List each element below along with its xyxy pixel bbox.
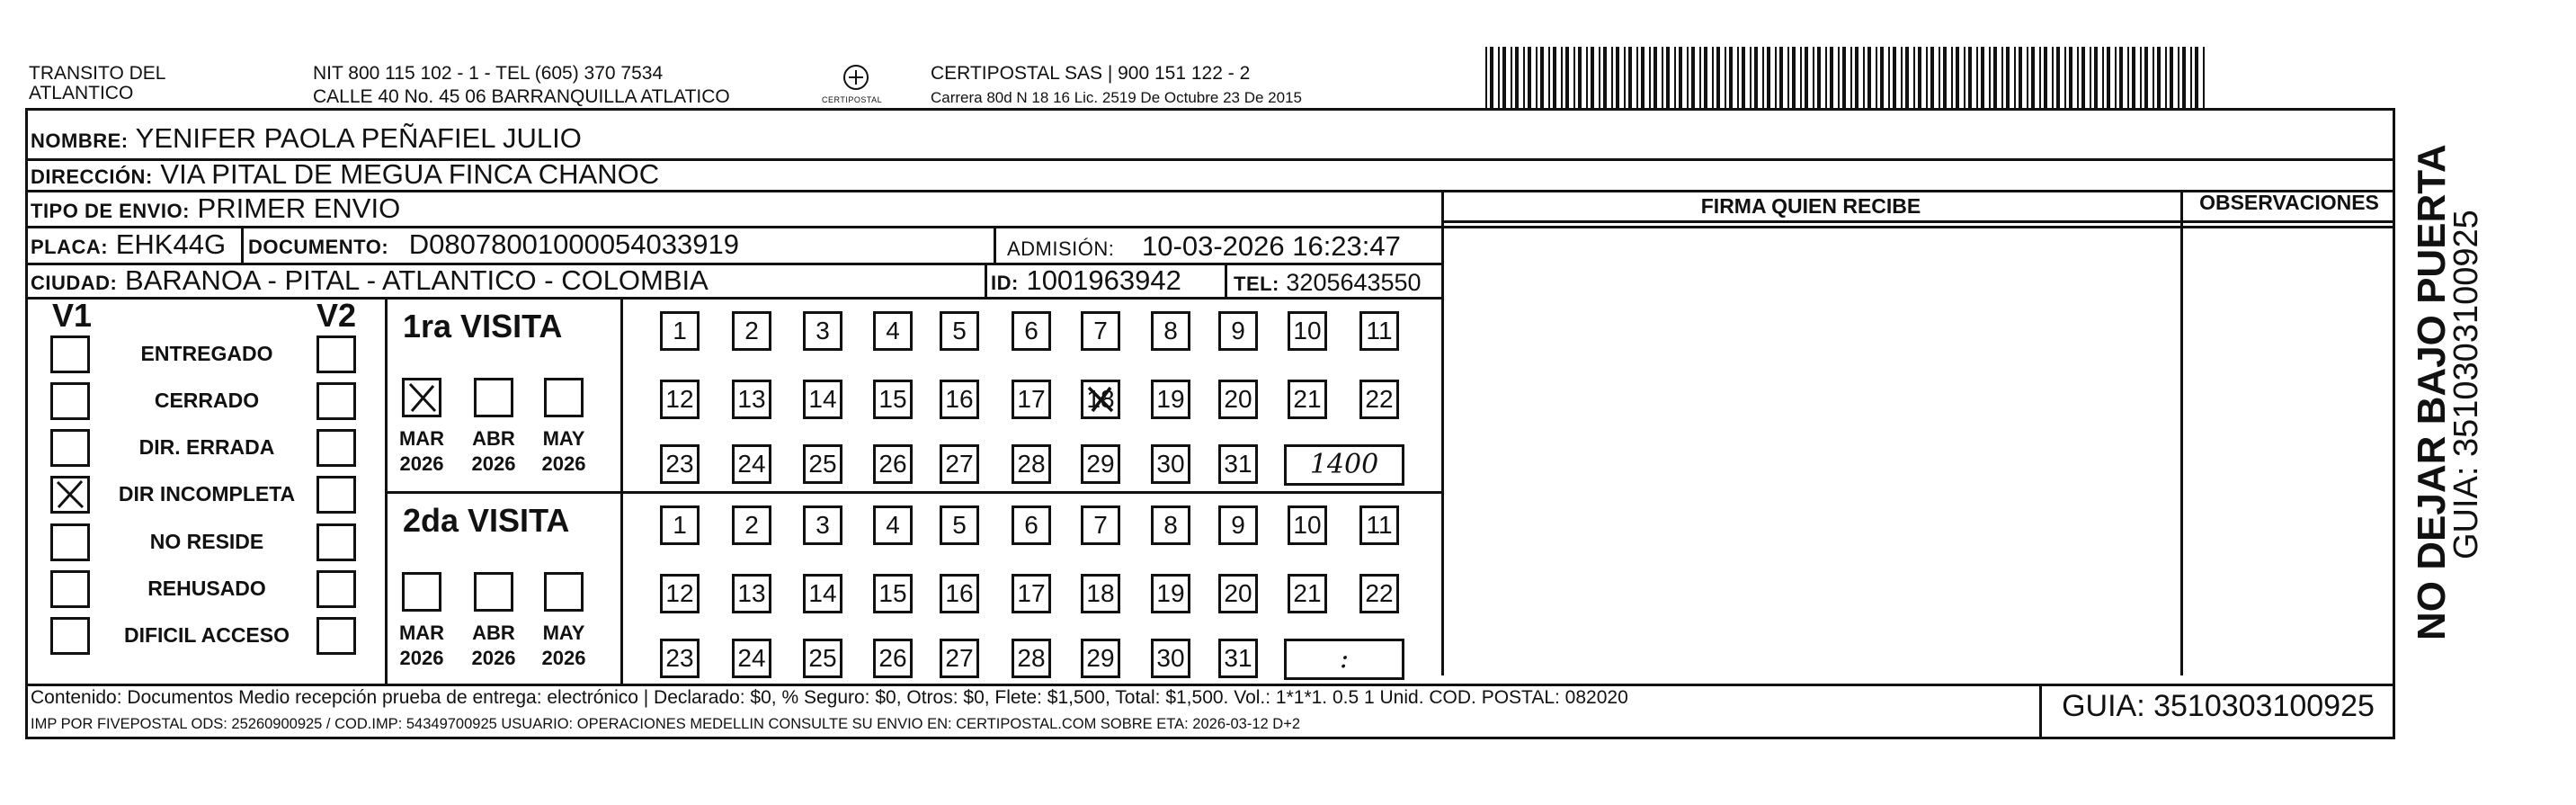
day-box[interactable]: [940, 444, 979, 484]
v1-header: V1: [52, 297, 93, 334]
day-number: 29: [1086, 450, 1115, 478]
day-box[interactable]: [1288, 505, 1327, 545]
id-value: 1001963942: [1026, 264, 1181, 296]
day-box[interactable]: [732, 380, 771, 419]
day-box[interactable]: [1359, 311, 1399, 351]
month-label: MAY: [542, 622, 585, 644]
day-number: 6: [1024, 317, 1038, 344]
org-name-line2: ATLANTICO: [29, 83, 134, 103]
day-box[interactable]: [1218, 311, 1258, 351]
day-box[interactable]: [940, 639, 979, 678]
year-label: 2026: [471, 647, 516, 669]
day-box[interactable]: [732, 505, 771, 545]
day-box[interactable]: [1151, 574, 1190, 613]
ciudad-field: [31, 264, 709, 300]
day-box[interactable]: [1288, 574, 1327, 613]
day-number: 9: [1231, 511, 1245, 539]
v2-checkbox[interactable]: [316, 382, 356, 420]
status-label: DIR INCOMPLETA: [118, 482, 296, 505]
day-box[interactable]: [1012, 574, 1051, 613]
day-box[interactable]: [873, 505, 913, 545]
day-box[interactable]: [1012, 505, 1051, 545]
address-label: DIRECCIÓN:: [31, 165, 153, 188]
day-box[interactable]: [1012, 444, 1051, 484]
admision-value: 10-03-2026 16:23:47: [1142, 230, 1401, 262]
admision-field: [1007, 230, 1401, 265]
day-box[interactable]: [1218, 380, 1258, 419]
day-number: 20: [1224, 579, 1252, 607]
day-number: 12: [665, 385, 694, 413]
day-box[interactable]: [1218, 574, 1258, 613]
documento-field: [248, 228, 739, 264]
day-box[interactable]: [873, 444, 913, 484]
name-field: [31, 122, 582, 157]
day-box[interactable]: [660, 505, 700, 545]
tel-value: 3205643550: [1286, 269, 1422, 296]
day-number: 23: [665, 644, 694, 672]
day-number: 21: [1293, 385, 1322, 413]
day-number: 27: [945, 450, 974, 478]
day-number: 11: [1366, 317, 1393, 344]
day-number: 28: [1017, 450, 1046, 478]
day-box[interactable]: [873, 574, 913, 613]
month-label: MAY: [542, 427, 585, 450]
day-box[interactable]: [940, 311, 979, 351]
day-number: 16: [945, 385, 974, 413]
day-number: 20: [1224, 385, 1252, 413]
day-number: 15: [878, 579, 907, 607]
day-number: 5: [952, 511, 967, 539]
day-box[interactable]: [803, 444, 842, 484]
day-number: 15: [878, 385, 907, 413]
placa-label: PLACA:: [31, 236, 109, 258]
checked-x-icon: [53, 479, 87, 511]
year-label: 2026: [541, 647, 586, 669]
day-number: 14: [808, 385, 837, 413]
nit-line: NIT 800 115 102 - 1 - TEL (605) 370 7534: [313, 63, 664, 84]
day-number: 19: [1156, 579, 1185, 607]
day-number: 4: [886, 511, 900, 539]
org-name-line1: TRANSITO DEL: [29, 63, 166, 84]
side-guia: GUIA: 3510303100925: [2447, 210, 2485, 559]
footer-contenido: Contenido: Documentos Medio recepción prueba de entrega: electrónico | Declarado: $0, % Seguro: $0, Otros: $0, Flete: $1,500, Total: $1,500. Vol.: 1*1*1. 0.5 1 Unid. COD. POSTAL: 082020: [31, 687, 1628, 708]
day-number: 9: [1231, 317, 1245, 344]
courier-line: CERTIPOSTAL SAS | 900 151 122 - 2: [931, 63, 1251, 84]
status-label: ENTREGADO: [140, 342, 273, 365]
day-box[interactable]: [1218, 444, 1258, 484]
observations-area[interactable]: [2185, 223, 2393, 682]
month-checkbox[interactable]: [402, 572, 441, 612]
observaciones-header: OBSERVACIONES: [2199, 191, 2379, 214]
footer-imp-line: IMP POR FIVEPOSTAL ODS: 25260900925 / COD.IMP: 54349700925 USUARIO: OPERACIONES MEDELLIN CONSULTE SU ENVIO EN: CERTIPOSTAL.COM SOBRE ETA: 2026-03-12 D+2: [31, 716, 1301, 732]
day-box[interactable]: [1151, 505, 1190, 545]
address-field: [31, 158, 659, 193]
day-number: 2: [744, 511, 759, 539]
day-box[interactable]: [1081, 444, 1120, 484]
day-number: 30: [1156, 644, 1185, 672]
v1-checkbox[interactable]: [50, 429, 90, 467]
day-number: 11: [1366, 511, 1393, 539]
day-box[interactable]: [1218, 639, 1258, 678]
day-box[interactable]: [1151, 380, 1190, 419]
day-box[interactable]: [803, 311, 842, 351]
day-number: 7: [1093, 317, 1108, 344]
status-label: DIFICIL ACCESO: [123, 623, 290, 647]
certipostal-logo: [820, 59, 892, 113]
day-number: 18: [1086, 385, 1115, 413]
tipo-label: TIPO DE ENVIO:: [31, 200, 190, 222]
day-number: 27: [945, 644, 974, 672]
day-number: 8: [1163, 511, 1178, 539]
name-label: NOMBRE:: [31, 130, 129, 152]
day-box[interactable]: [1288, 311, 1327, 351]
day-number: 23: [665, 450, 694, 478]
day-box[interactable]: [940, 505, 979, 545]
day-number: 31: [1224, 644, 1252, 672]
day-number: 28: [1017, 644, 1046, 672]
documento-value: D08078001000054033919: [408, 228, 739, 260]
day-number: 22: [1365, 385, 1394, 413]
v2-header: V2: [316, 297, 357, 334]
day-number: 12: [665, 579, 694, 607]
day-box[interactable]: [660, 444, 700, 484]
status-label: DIR. ERRADA: [138, 435, 275, 459]
day-box[interactable]: [940, 574, 979, 613]
day-box[interactable]: [1012, 311, 1051, 351]
recipient-name: YENIFER PAOLA PEÑAFIEL JULIO: [135, 122, 582, 154]
day-box[interactable]: [1218, 505, 1258, 545]
documento-label: DOCUMENTO:: [248, 236, 389, 258]
day-number: 24: [737, 644, 766, 672]
month-label: ABR: [472, 427, 515, 450]
day-box[interactable]: [660, 380, 700, 419]
day-box[interactable]: [660, 639, 700, 678]
status-label: REHUSADO: [147, 577, 266, 600]
v1-checkbox[interactable]: [50, 617, 90, 655]
year-label: 2026: [399, 647, 444, 669]
day-box[interactable]: [1151, 444, 1190, 484]
v1-checkbox[interactable]: [50, 382, 90, 420]
day-box[interactable]: [803, 505, 842, 545]
v2-checkbox[interactable]: [316, 429, 356, 467]
tipo-field: [31, 192, 400, 228]
visit-title: 2da VISITA: [403, 502, 570, 539]
v2-checkbox[interactable]: [316, 523, 356, 561]
footer-guia: GUIA: 3510303100925: [2062, 689, 2375, 723]
month-checkbox[interactable]: [544, 572, 584, 612]
day-number: 31: [1224, 450, 1252, 478]
ciudad-label: CIUDAD:: [31, 272, 118, 294]
day-box[interactable]: [803, 639, 842, 678]
logo-icon: [820, 59, 892, 113]
day-number: 13: [737, 385, 766, 413]
month-label: ABR: [472, 622, 515, 644]
visit-title: 1ra VISITA: [403, 308, 563, 344]
day-number: 5: [952, 317, 967, 344]
day-box[interactable]: [1081, 574, 1120, 613]
day-number: 13: [737, 579, 766, 607]
day-box[interactable]: [1012, 380, 1051, 419]
day-number: 4: [886, 317, 900, 344]
time-box[interactable]: :: [1284, 639, 1404, 680]
day-number: 26: [878, 644, 907, 672]
tipo-value: PRIMER ENVIO: [197, 192, 401, 224]
day-number: 30: [1156, 450, 1185, 478]
day-number: 1: [673, 317, 687, 344]
day-number: 17: [1017, 385, 1046, 413]
org-address-line: CALLE 40 No. 45 06 BARRANQUILLA ATLATICO: [313, 86, 730, 107]
day-box[interactable]: [1151, 311, 1190, 351]
day-number: 19: [1156, 385, 1185, 413]
day-box[interactable]: [803, 380, 842, 419]
day-number: 7: [1093, 511, 1108, 539]
day-number: 26: [878, 450, 907, 478]
day-box[interactable]: [732, 444, 771, 484]
day-number: 29: [1086, 644, 1115, 672]
v1-checkbox[interactable]: [50, 476, 90, 514]
day-box[interactable]: [1081, 639, 1120, 678]
month-checkbox[interactable]: [474, 378, 513, 417]
day-box[interactable]: [732, 311, 771, 351]
v1-checkbox[interactable]: [50, 335, 90, 373]
day-box[interactable]: [1359, 380, 1399, 419]
v2-checkbox[interactable]: [316, 335, 356, 373]
logo-text: CERTIPOSTAL: [822, 95, 883, 104]
day-number: 18: [1086, 579, 1115, 607]
tel-field: [1234, 266, 1422, 300]
day-number: 10: [1293, 511, 1322, 539]
day-number: 16: [945, 579, 974, 607]
signature-area[interactable]: [1444, 223, 2179, 682]
recipient-address: VIA PITAL DE MEGUA FINCA CHANOC: [160, 158, 660, 190]
day-box[interactable]: [732, 574, 771, 613]
day-number: 24: [737, 450, 766, 478]
day-number: 3: [816, 317, 830, 344]
placa-value: EHK44G: [115, 228, 227, 260]
v2-checkbox[interactable]: [316, 476, 356, 514]
day-number: 25: [808, 644, 837, 672]
month-checkbox[interactable]: [402, 378, 441, 417]
day-number: 1: [673, 511, 687, 539]
day-box[interactable]: [873, 380, 913, 419]
day-box[interactable]: [1359, 505, 1399, 545]
year-label: 2026: [541, 452, 586, 475]
v2-checkbox[interactable]: [316, 570, 356, 608]
day-box[interactable]: [1012, 639, 1051, 678]
v1-checkbox[interactable]: [50, 523, 90, 561]
placa-field: [31, 228, 226, 264]
v1-checkbox[interactable]: [50, 570, 90, 608]
day-number: 6: [1024, 511, 1038, 539]
day-box[interactable]: [1288, 380, 1327, 419]
day-number: 17: [1017, 579, 1046, 607]
month-label: MAR: [398, 622, 445, 644]
year-label: 2026: [399, 452, 444, 475]
day-box[interactable]: [1359, 574, 1399, 613]
v2-checkbox[interactable]: [316, 617, 356, 655]
tel-label: TEL:: [1234, 273, 1279, 295]
ciudad-value: BARANOA - PITAL - ATLANTICO - COLOMBIA: [125, 264, 709, 296]
day-number: 25: [808, 450, 837, 478]
status-label: NO RESIDE: [149, 530, 264, 553]
day-box[interactable]: [803, 574, 842, 613]
month-checkbox[interactable]: [474, 572, 513, 612]
day-box[interactable]: [873, 311, 913, 351]
side-warning: NO DEJAR BAJO PUERTA: [2410, 144, 2454, 640]
barcode: [1484, 47, 2212, 108]
day-box[interactable]: [940, 380, 979, 419]
day-box[interactable]: [1151, 639, 1190, 678]
day-box[interactable]: [660, 574, 700, 613]
day-box[interactable]: [660, 311, 700, 351]
admision-label: ADMISIÓN:: [1007, 237, 1115, 260]
courier-address: Carrera 80d N 18 16 Lic. 2519 De Octubre 23 De 2015: [931, 89, 1302, 106]
day-box[interactable]: [1081, 311, 1120, 351]
month-checkbox[interactable]: [544, 378, 584, 417]
day-box[interactable]: [1081, 505, 1120, 545]
day-number: 3: [816, 511, 830, 539]
day-number: 22: [1365, 579, 1394, 607]
day-number: 14: [808, 579, 837, 607]
firma-header: FIRMA QUIEN RECIBE: [1700, 194, 1921, 218]
day-number: 21: [1293, 579, 1322, 607]
day-box[interactable]: [1081, 380, 1120, 419]
day-number: 2: [744, 317, 759, 344]
year-label: 2026: [471, 452, 516, 475]
id-label: ID:: [991, 272, 1019, 294]
status-label: CERRADO: [154, 389, 260, 412]
id-field: [991, 264, 1181, 300]
day-box[interactable]: [873, 639, 913, 678]
month-label: MAR: [398, 427, 445, 450]
day-box[interactable]: [732, 639, 771, 678]
checked-x-icon: [405, 380, 441, 416]
time-box[interactable]: 1400: [1284, 444, 1404, 486]
day-number: 10: [1293, 317, 1322, 344]
barcode-graphic: [1484, 47, 2212, 108]
day-number: 8: [1163, 317, 1178, 344]
